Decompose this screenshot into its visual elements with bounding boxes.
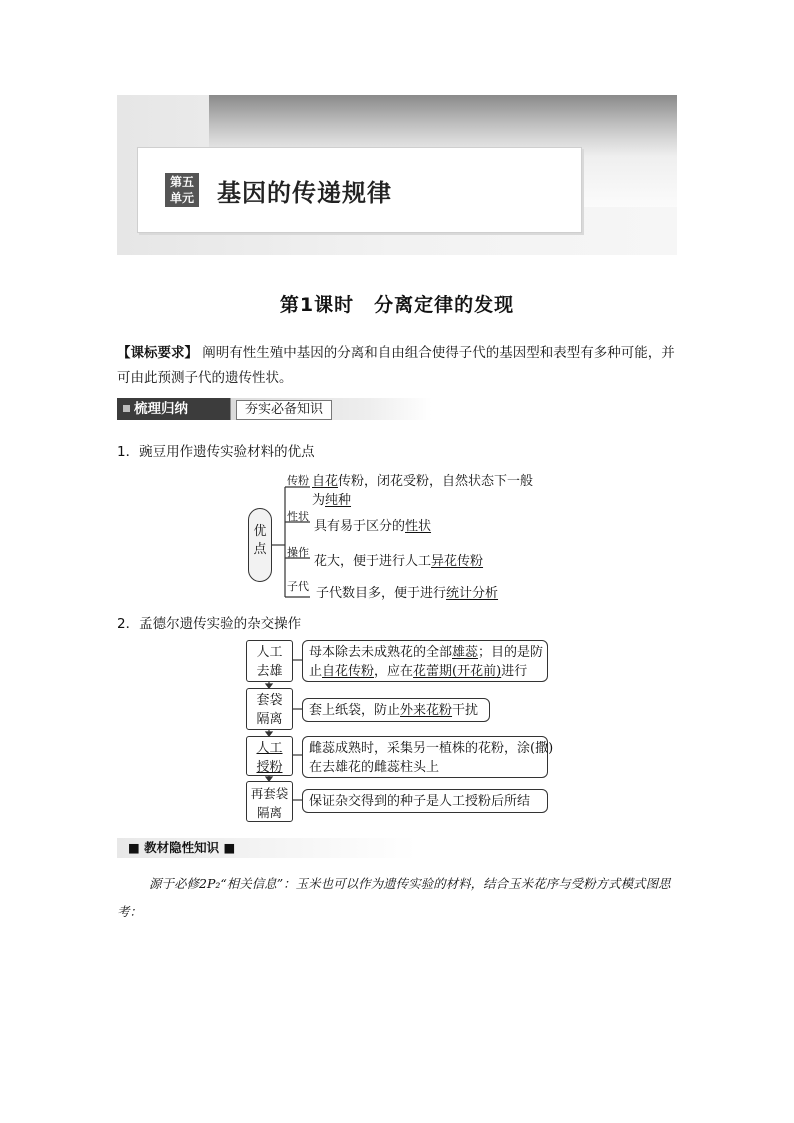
unit-badge-line2: 单元 [169,191,194,205]
tag-operation: 操作 [287,546,309,559]
step-pollination-desc: 雌蕊成熟时，采集另一植株的花粉，涂(撒) 在去雄花的雌蕊柱头上 [302,736,548,778]
unit-title: 基因的传递规律 [217,179,392,207]
requirement-label: 【课标要求】 [117,345,198,361]
step-emasculation-box: 人工 去雄 [246,640,293,682]
step-bagging-box: 套袋 隔离 [246,688,293,730]
item1-heading: 1．豌豆用作遗传实验材料的优点 [117,444,315,460]
section-subtitle: 夯实必备知识 [236,400,332,420]
step-rebagging-box: 再套袋 隔离 [246,781,293,822]
tag-offspring: 子代 [287,580,309,593]
row-pollination-line2: 为纯种 [312,493,352,508]
row-offspring: 子代数目多，便于进行统计分析 [316,586,499,601]
row-pollination-line1: 自花传粉，闭花受粉，自然状态下一般 [312,474,534,489]
item2-heading: 2．孟德尔遗传实验的杂交操作 [117,616,302,632]
unit-badge-line1: 第五 [169,175,194,189]
row-operation: 花大，便于进行人工异花传粉 [314,554,484,569]
hidden-knowledge-title: ■ 教材隐性知识 ■ [128,840,236,855]
step-emasculation-desc: 母本除去未成熟花的全部雄蕊；目的是防 止自花传粉，应在花蕾期(开花前)进行 [302,640,548,682]
tag-pollination: 传粉 [287,474,309,487]
step-rebagging-desc: 保证杂交得到的种子是人工授粉后所结 [302,789,548,813]
row-trait: 具有易于区分的性状 [314,519,432,534]
lesson-title: 第1课时 分离定律的发现 [279,294,515,316]
hidden-knowledge-paragraph: 源于必修2P₂“相关信息”：玉米也可以作为遗传实验的材料，结合玉米花序与受粉方式模式图思考： [117,876,671,919]
step-bagging-desc: 套上纸袋，防止外来花粉干扰 [302,698,490,722]
section-title: 梳理归纳 [134,401,188,417]
requirement-text: 阐明有性生殖中基因的分离和自由组合使得子代的基因型和表型有多种可能，并可由此预测子代的遗传性状。 [117,345,675,386]
step-pollination-box: 人工 授粉 [246,736,293,776]
advantages-node: 优 点 [248,508,272,582]
tag-trait: 性状 [287,510,309,523]
